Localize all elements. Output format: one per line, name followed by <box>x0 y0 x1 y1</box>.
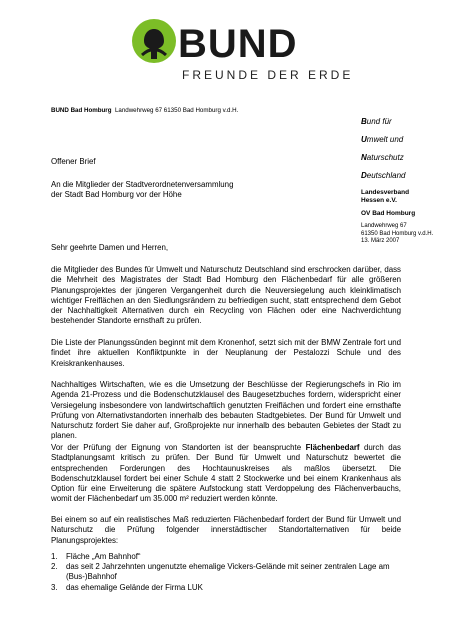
org-line-bund: Bund für <box>361 117 392 126</box>
recipient-line-2: der Stadt Bad Homburg vor der Höhe <box>51 190 182 199</box>
sender-line <box>51 107 238 114</box>
paragraph-3: Nachhaltiges Wirtschaften, wie es die Umsetzung der Beschlüsse der Regierungschefs in Rio im Agenda 21-Prozess und die Bodenschutzklausel des Baugesetzbuches fordern, widerspricht einer Versiegelung insbesondere von landwirtschaftlich genutzten Freiflächen und fordert eine ernsthafte Prüfung von Alternativstandorten innerhalb des bebauten Stadtgebietes. Der Bund für Umwelt und Naturschutz fordert Sie daher auf, Großprojekte nur innerhalb des bebauten Gebietes der Stadt zu planen. <box>51 380 401 441</box>
org-line-umwelt: Umwelt und <box>361 135 404 144</box>
recipient-line-1: An die Mitglieder der Stadtverordnetenversammlung <box>51 180 234 189</box>
logo-tagline: FREUNDE DER ERDE <box>182 68 354 82</box>
flaechenbedarf-emphasis: Flächenbedarf <box>305 443 360 452</box>
sender-org: BUND Bad Homburg <box>51 107 112 114</box>
org-address-street: Landwehrweg 67 <box>361 223 407 229</box>
list-item: 3. das ehemalige Gelände der Firma LUK <box>51 582 203 592</box>
site-alternatives-list <box>51 552 401 593</box>
sender-address: Landwehrweg 67 61350 Bad Homburg v.d.H. <box>114 107 239 114</box>
logo-wordmark: BUND <box>178 22 298 66</box>
paragraph-1: die Mitglieder des Bundes für Umwelt und Naturschutz Deutschland sind erschrocken darüber, dass die Mehrheit des Magistrates der Stadt Bad Homburg den Flächenbedarf für alle größeren Planungsprojektes der jüngeren Vergangenheit durch die Neuversiegelung auch kleinklimatisch wichtiger Freiflächen an den Siedlungsrändern zu befriedigen sucht, statt entsprechend dem Gebot der Nachhaltigkeit Alternativen durch ein Recycling von Flächen oder eine Nachverdichtung bestehender Standorte ernsthaft zu prüfen. <box>51 265 401 326</box>
landesverband-label: Landesverband <box>361 189 410 196</box>
org-line-deutschland: Deutschland <box>361 171 406 180</box>
ov-name: OV Bad Homburg <box>361 210 416 217</box>
letter-type: Offener Brief <box>51 157 96 166</box>
paragraph-2: Die Liste der Planungssünden beginnt mit dem Kronenhof, setzt sich mit der BMW Zentrale fort und findet ihre aktuellen Konfliktpunkte in der Neuplanung der Pestalozzi Schule und des Kreiskrankenhauses. <box>51 338 401 368</box>
paragraph-4: Vor der Prüfung der Eignung von Standorten ist der beanspruchte Flächenbedarf durch das Stadtplanungsamt kritisch zu prüfen. Der Bund für Umwelt und Naturschutz bewertet die entsprechenden Forderungen des Hochtaunuskreises als maßlos übersetzt. Die Bodenschutzklausel fordert bei einer Schule 4 statt 2 Stockwerke und bei einem Krankenhaus als Option für eine Erweiterung die spätere Aufstockung statt Verdoppelung des Flächenverbauchs, womit der Flächenbedarf um 35.000 m² reduziert werden könnte. <box>51 443 401 504</box>
salutation: Sehr geehrte Damen und Herren, <box>51 243 169 252</box>
paragraph-5: Bei einem so auf ein realistisches Maß reduzierten Flächenbedarf fordert der Bund für Umwelt und Naturschutz die Prüfung folgender innerstädtischer Standortalternativen für beide Planungsprojektes: <box>51 515 401 545</box>
org-column <box>361 113 449 246</box>
org-line-naturschutz: Naturschutz <box>361 153 404 162</box>
letter-date: 13. März 2007 <box>361 238 400 244</box>
org-address-city: 61350 Bad Homburg v.d.H. <box>361 230 434 237</box>
landesverband-name: Hessen e.V. <box>361 197 397 204</box>
list-item: 1. Fläche „Am Bahnhof“ <box>51 552 141 561</box>
list-item: 2. das seit 2 Jahrzehnten ungenutzte ehemalige Vickers-Gelände mit seiner zentralen Lage am (Bus-)Bahnhof <box>51 562 390 582</box>
